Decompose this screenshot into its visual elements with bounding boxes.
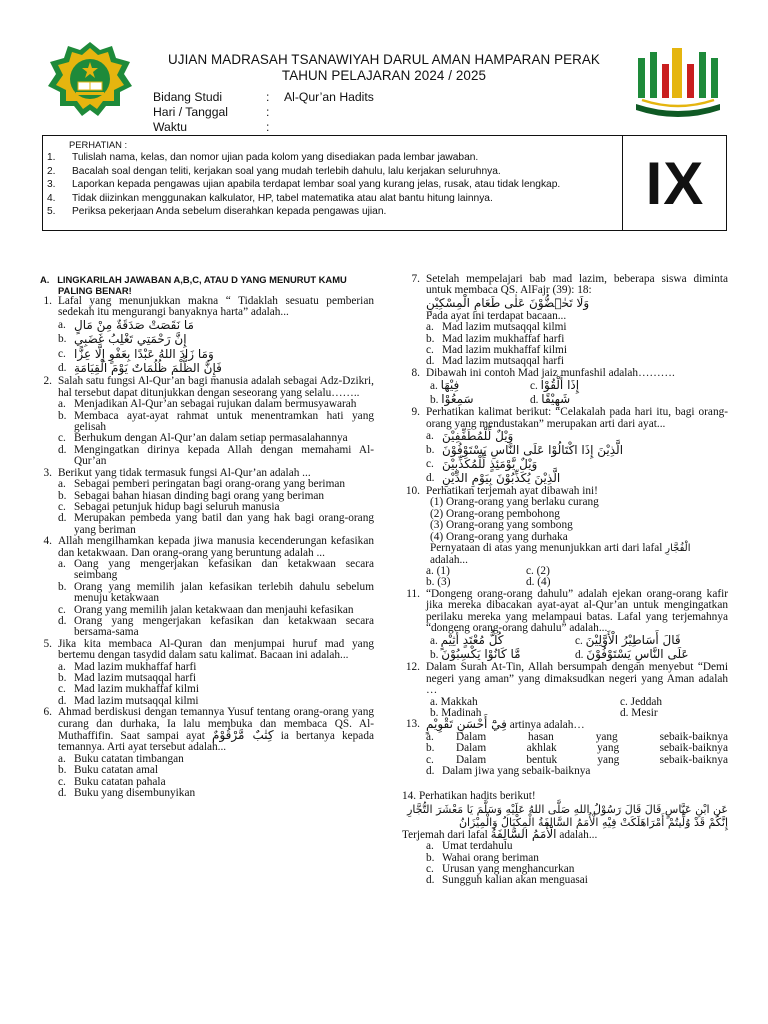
text-fragment: Mesir [631, 706, 658, 719]
option-text: Oang yang mengerjakan kefasikan dan ketakwaan secara seimbang [74, 557, 374, 582]
option-letter: b. [426, 576, 438, 589]
question-text [58, 376, 374, 399]
question-number: 5. [43, 637, 52, 650]
option-text [74, 362, 374, 376]
text-fragment: Terjemah dari lafal [402, 828, 491, 841]
option-letter: b. [426, 851, 435, 864]
answer-option [426, 472, 728, 486]
answer-option [58, 399, 374, 410]
option-text: Orang yang mengerjakan kefasikan dan ketakwaan secara bersama-sama [74, 614, 374, 639]
option-letter: d. [58, 694, 67, 707]
text-fragment: Ahmad berdiskusi dengan temannya Yusuf tentang orang-orang yang curang dan durhaka, Ia lalu membuka dan membaca QS. Al-Muthaffifin. Saat sampai ayat [58, 706, 374, 743]
answer-option [526, 566, 728, 577]
answer-option [58, 582, 374, 605]
info-label: Bidang Studi [153, 90, 223, 104]
text-fragment: Setelah mempelajari bab mad lazim, beberapa siswa diminta untuk membaca QS. AlFajr (39): 18: [426, 273, 728, 297]
text-fragment: adalah... [556, 828, 598, 841]
question-text [426, 719, 728, 731]
notice-text: Periksa pekerjaan Anda sebelum diserahkan kepada pengawas ujian. [72, 206, 387, 218]
option-text: Mad lazim mukhaffaf harfi [442, 332, 565, 345]
text-fragment: Jeddah [630, 695, 663, 708]
question-number: 3. [43, 466, 52, 479]
arabic-text: وَيْلٌ لِّلْمُطَفِّفِيْنَ [442, 429, 514, 444]
option-letter: d. [58, 787, 67, 800]
option-letter: b. [426, 444, 435, 457]
option-letter: a. [58, 660, 66, 673]
question-number: 6. [43, 706, 52, 719]
text-fragment: Dalam [456, 730, 487, 743]
option-letter: d. [526, 576, 538, 589]
text-fragment: bentuk [526, 753, 558, 766]
question-text [58, 639, 374, 662]
statement-item: (3) Orang-orang yang sombong [430, 519, 573, 532]
option-letter: d. [530, 394, 542, 407]
option-letter: b. [426, 742, 435, 755]
option-text: Orang yang memilih jalan kefasikan terlebih dahulu sebelum menuju ketakwaan [74, 580, 374, 605]
question [402, 791, 728, 802]
info-row-date [153, 105, 374, 120]
answer-option [426, 430, 728, 444]
option-letter: d. [426, 874, 435, 887]
option-letter: c. [58, 775, 66, 788]
option-letter: c. [530, 380, 541, 393]
option-text: Sebagai petunjuk hidup bagi seluruh manusia [74, 500, 280, 513]
answer-option [430, 648, 575, 662]
option-letter: a. [430, 695, 441, 708]
statement-item: (4) Orang-orang yang durhaka [430, 530, 568, 543]
question-tail [402, 543, 728, 566]
option-letter: c. [426, 344, 434, 357]
answer-option [426, 322, 728, 333]
question-number: 7. [411, 273, 420, 285]
option-text [442, 430, 728, 444]
arabic-text: قَالَ أَسَاطِيْرُ الْأَوَّلِيْنَ [585, 633, 681, 648]
answer-option [58, 479, 374, 490]
text-fragment: Makkah [440, 695, 478, 708]
answer-option [58, 445, 374, 468]
option-letter: c. [58, 683, 66, 696]
info-row-time [153, 120, 374, 135]
option-letter: b. [430, 649, 442, 662]
answer-option [58, 765, 374, 776]
question-number: 2. [43, 375, 52, 388]
option-letter: c. [426, 458, 434, 471]
exam-title-line-2: TAHUN PELAJARAN 2024 / 2025 [281, 68, 487, 83]
info-colon: : [266, 90, 270, 104]
option-text: Buku catatan amal [74, 764, 159, 777]
question [34, 707, 374, 754]
notice-item [47, 151, 620, 165]
answer-option [58, 559, 374, 582]
notice-text: Tulislah nama, kelas, dan nomor ujian pada kolom yang disediakan pada lembar jawaban. [72, 152, 479, 163]
text-fragment: yang [597, 753, 620, 766]
option-letter: b. [58, 580, 67, 593]
option-letter: a. [426, 840, 434, 853]
arabic-text: فَإِنَّ الظُّلْمَ ظُلُمَاتٌ يَوْمَ الْقِيَامَةِ [74, 361, 222, 376]
question-tail: Pada ayat ini terdapat bacaan... [426, 309, 567, 322]
text-fragment: 14. Perhatikan hadits berikut! [402, 790, 536, 803]
question [402, 407, 728, 430]
answer-option [426, 841, 728, 852]
option-text [442, 458, 728, 472]
text-fragment: yang [597, 742, 620, 755]
question-text [426, 274, 728, 297]
option-letter: b. [58, 409, 67, 422]
option-letter: b. [430, 706, 442, 719]
option-text [442, 444, 728, 458]
text-fragment: sebaik-baiknya [659, 730, 728, 743]
answer-option [620, 708, 728, 719]
answer-option [58, 411, 374, 434]
question-number: 8. [411, 366, 420, 379]
option-letter: c. [58, 603, 66, 616]
text-fragment: Pernyataan di atas yang menunjukkan arti dari lafal [430, 542, 666, 555]
text-fragment: Salah satu fungsi Al-Qur’an bagi manusia adalah sebagai Adz-Dzikri, hal tersebut dapat ditunjukkan dengan seseorang yang selalu…….. [58, 375, 374, 399]
text-fragment: Allah mengilhamkan kepada jiwa manusia kecenderungan kefasikan dan ketakwaan. Dan orang-orang yang beruntung adalah ... [58, 535, 374, 559]
option-text: Merupakan pembeda yang batil dan yang hak bagi orang-orang yang beriman [74, 512, 374, 536]
question-text [426, 589, 728, 635]
notice-instructions [43, 136, 623, 230]
option-letter: a. [430, 635, 441, 648]
arabic-text: الَّذِيْنَ إِذَا اكْتَالُوْا عَلَى النَّاسِ يَسْتَوْفُوْنَ [442, 443, 624, 458]
notice-text: Laporkan kepada pengawas ujian apabila terdapat lembar soal yang kurang jelas, rusak, atau tidak lengkap. [72, 179, 561, 191]
statement-item: (2) Orang-orang pembohong [430, 507, 560, 520]
option-text: Buku yang disembunyikan [74, 787, 196, 800]
arabic-text: عَلَى النَّاسِ يَسْتَوْفُوْنَ [586, 647, 689, 662]
info-value: Al-Qur’an Hadits [284, 90, 374, 104]
option-letter: a. [58, 478, 66, 491]
info-row-subject [153, 90, 374, 105]
option-letter: d. [58, 362, 67, 375]
option-letter: c. [58, 347, 66, 360]
question [402, 274, 728, 297]
spacer [402, 777, 728, 791]
question-number: 11. [406, 587, 420, 600]
question [402, 662, 728, 696]
text-fragment: akhlak [526, 742, 557, 755]
question [34, 296, 374, 319]
option-letter: a. [426, 564, 437, 577]
option-letter: d. [620, 706, 632, 719]
answer-option [430, 379, 530, 393]
option-text: Mad lazim mutsaqqal kilmi [74, 694, 199, 707]
option-letter: b. [58, 489, 67, 502]
questions-left-column [34, 274, 374, 799]
answer-option [426, 875, 728, 886]
text-fragment: Dalam [456, 742, 487, 755]
arabic-text: الْفُجَّارِ [665, 543, 691, 555]
arabic-text: كُلُّ مُعْتَدٍ أَثِيْمٍ [440, 633, 504, 648]
notice-number: 4. [47, 192, 56, 204]
text-fragment: Lafal yang menunjukkan makna “ Tidaklah sesuatu pemberian sedekah itu mengurangi banyaknya harta” adalah... [58, 295, 374, 319]
question-text [58, 707, 374, 754]
option-text: Mad lazim mutsaqqal harfi [74, 672, 197, 684]
notice-text: Tidak diizinkan menggunakan kalkulator, HP, tabel matematika atau alat bantu hitung lainnya. [72, 192, 493, 204]
question-text [58, 296, 374, 319]
notice-box [42, 135, 727, 231]
option-letter: d. [426, 472, 435, 485]
text-fragment: yang [595, 730, 618, 743]
grade-label: IX [645, 149, 705, 217]
left-question-list [34, 296, 374, 799]
option-letter: d. [58, 443, 67, 456]
answer-option [426, 444, 728, 458]
option-letter: a. [426, 730, 434, 743]
option-letter: b. [58, 333, 67, 346]
notice-number: 5. [47, 206, 56, 218]
question [402, 589, 728, 635]
notice-heading: PERHATIAN : [69, 139, 128, 150]
info-colon: : [266, 120, 270, 134]
arabic-text: سَمِعُوْا [441, 392, 474, 407]
option-letter: b. [426, 332, 435, 345]
option-letter: c. [526, 564, 537, 577]
arabic-text: كِتٰبٌ مَّرْقُوْمٌ [212, 728, 274, 743]
option-letter: c. [426, 863, 434, 876]
question-number: 4. [43, 535, 52, 548]
option-letter: c. [575, 635, 586, 648]
option-letter: b. [430, 394, 442, 407]
option-text: Umat terdahulu [442, 840, 513, 853]
section-heading-text: LINGKARILAH JAWABAN A,B,C, ATAU D YANG MENURUT KAMU PALING BENAR! [57, 274, 347, 296]
option-text: Mad lazim mukhaffaf kilmi [74, 683, 199, 696]
notice-item [47, 165, 620, 179]
arabic-text: وَلَا تَحٰۤضُّوْنَ عَلٰى طَعَامِ الْمِسْكِيْنِ [426, 295, 590, 310]
option-text: Mad lazim mutsaqqal kilmi [442, 321, 567, 334]
option-text [442, 472, 728, 486]
option-letter: a. [58, 318, 66, 331]
exam-title [0, 52, 768, 84]
right-question-list [402, 274, 728, 887]
question [34, 536, 374, 559]
option-letter: a. [426, 430, 434, 443]
option-text: Menjadikan Al-Qur’an sebagai rujukan dalam bermusyawarah [74, 398, 357, 411]
notice-item [47, 205, 620, 219]
option-text: Sebagai bahan hiasan dinding bagi orang yang beriman [74, 489, 325, 502]
text-fragment: (1) [436, 564, 450, 577]
text-fragment: Jika kita membaca Al-Quran dan menjumpai huruf mad yang bertemu dengan tasydid dalam satu kalimat. Bacaan ini adalah... [58, 637, 374, 662]
arabic-text: مَّا كَانُوْا يَكْسِبُوْنَ [441, 647, 521, 662]
option-letter: d. [58, 512, 67, 525]
option-text: Mad lazim mukhaffaf harfi [74, 660, 197, 673]
text-fragment: sebaik-baiknya [659, 742, 728, 755]
arabic-text: إِذَا أَلْقُوْا [540, 378, 580, 393]
option-letter: d. [426, 765, 435, 777]
text-fragment: adalah... [430, 553, 468, 566]
section-letter: A. [40, 274, 50, 285]
exam-title-line-1: UJIAN MADRASAH TSANAWIYAH DARUL AMAN HAMPARAN PERAK [168, 52, 600, 67]
hadith-text: عَنِ ابْنِ عَبَّاسٍ قَالَ قَالَ رَسُوْلُ اللهِ صَلَّى اللهُ عَلَيْهِ وَسَلَّمَ يَا مَعْشَرَ التُّجَّارِ إِنَّكُمْ قَدْ وُلِّيتُمْ أَمْرَاهَلَكَتْ فِيْهِ الْأُمَمُ السَّالِفَةُ الْمِكْيَالُ وَالْمِيْزَانُ [407, 802, 728, 829]
notice-text: Bacalah soal dengan teliti, kerjakan soal yang mudah terlebih dahulu, lalu kerjakan seluruhnya. [72, 165, 501, 177]
notice-item [47, 178, 620, 192]
question-text [58, 536, 374, 559]
option-letter: a. [58, 752, 66, 765]
answer-option [426, 743, 728, 754]
text-fragment: Dalam [456, 753, 487, 766]
text-fragment: Perhatikan terjemah ayat dibawah ini! [426, 485, 598, 498]
arabic-text: فِيْٓ أَحْسَنِ تَقْوِيْمٍ [426, 717, 507, 732]
arabic-text: إِنَّ رَحْمَتِي تَغْلِبُ غَضَبِي [74, 332, 187, 347]
option-text: Buku catatan timbangan [74, 752, 184, 765]
question-number: 10. [405, 485, 420, 498]
option-letter: c. [426, 753, 434, 766]
option-letter: a. [58, 557, 66, 570]
option-grid [430, 634, 728, 662]
question-text [426, 662, 728, 696]
answer-option [426, 766, 728, 777]
option-text [442, 743, 728, 754]
exam-info [153, 90, 374, 135]
option-letter: d. [426, 355, 435, 368]
option-letter: c. [620, 695, 631, 708]
answer-option [426, 458, 728, 472]
option-letter: a. [426, 321, 434, 334]
text-fragment: sebaik-baiknya [659, 753, 728, 766]
option-text: Wahai orang beriman [442, 851, 539, 864]
arabic-text: شَهِيْقًا [541, 392, 571, 407]
arabic-text: الْأُمَمُ السَّالِفَةُ [490, 826, 557, 841]
option-text: Orang yang memilih jalan ketakwaan dan menjauhi kefasikan [74, 603, 354, 616]
answer-option [530, 393, 728, 407]
info-colon: : [266, 105, 270, 119]
option-text: Buku catatan pahala [74, 775, 166, 788]
arabic-text: وَيْلٌ يَّوْمَئِذٍ لِّلْمُكَذِّبِيْنَ [442, 457, 538, 472]
option-grid [430, 379, 728, 407]
info-label: Waktu [153, 120, 188, 134]
arabic-text: وَمَا زَادَ اللهُ عَبْدًا بِعَفْوٍ إِلَّا عِزًّا [74, 346, 214, 361]
info-label: Hari / Tanggal [153, 105, 228, 119]
option-letter: a. [58, 398, 66, 411]
arabic-text: مَا نَقَصَتْ صَدَقَةٌ مِنْ مَالٍ [74, 317, 194, 332]
question-number: 13. [405, 718, 420, 731]
answer-option [58, 333, 374, 347]
answer-option [58, 348, 374, 362]
notice-item [47, 192, 620, 206]
ayat-line [402, 297, 728, 311]
option-text: Mad lazim mukhaffaf kilmi [442, 344, 567, 357]
option-letter: b. [58, 672, 67, 684]
question [34, 639, 374, 662]
question [34, 376, 374, 399]
option-grid [426, 566, 728, 589]
arabic-text: الَّذِيْنَ يُكَذِّبُوْنَ بِيَوْمِ الدِّيْنِ [442, 471, 561, 486]
answer-option [58, 362, 374, 376]
notice-number: 3. [47, 179, 56, 191]
option-text: Mad lazim mutsaqqal harfi [442, 355, 565, 368]
option-letter: b. [58, 764, 67, 777]
notice-number: 1. [47, 152, 56, 163]
answer-option [58, 616, 374, 639]
answer-option [58, 513, 374, 536]
option-text: Mengingatkan dirinya kepada Allah dengan memahami Al-Qur’an [74, 443, 374, 468]
option-text [74, 348, 374, 362]
option-text: Urusan yang menghancurkan [442, 863, 575, 876]
text-fragment: (4) [537, 576, 551, 589]
answer-option [575, 648, 728, 662]
option-letter: a. [430, 380, 441, 393]
text-fragment: Berikut yang tidak termasuk fungsi Al-Qur’an adalah ... [58, 466, 311, 479]
option-text: Sungguh kalian akan menguasai [442, 874, 588, 887]
option-text: Membaca ayat-ayat rahmat untuk menentramkan hati yang gelisah [74, 409, 374, 434]
text-fragment: ia bertanya kepada temannya. Arti ayat tersebut adalah... [58, 730, 374, 754]
text-fragment: Dibawah ini contoh Mad jaiz munfashil adalah………. [426, 366, 675, 379]
answer-option [58, 788, 374, 799]
answer-option [530, 379, 728, 393]
question-number: 12. [405, 661, 420, 674]
text-fragment: Dalam Surah At-Tin, Allah bersumpah dengan menyebut “Demi negeri yang aman” yang dimaksudkan negeri yang Aman adalah … [426, 661, 728, 697]
arabic-text: فِيْهَا [440, 378, 460, 393]
option-text: Berhukum dengan Al-Qur’an dalam setiap permasalahannya [74, 432, 348, 445]
text-fragment: (2) [536, 564, 550, 577]
question [402, 719, 728, 731]
notice-list [47, 151, 620, 219]
option-letter: c. [58, 432, 66, 445]
text-fragment: hasan [528, 730, 554, 743]
statement-item: (1) Orang-orang yang berlaku curang [430, 496, 599, 509]
option-letter: d. [575, 649, 587, 662]
question-number: 1. [43, 295, 52, 307]
question-number: 9. [411, 406, 420, 419]
notice-number: 2. [47, 165, 56, 177]
option-text: Dalam jiwa yang sebaik-baiknya [442, 765, 591, 777]
option-letter: c. [58, 500, 66, 513]
section-heading [34, 274, 374, 296]
answer-option [430, 393, 530, 407]
option-text [74, 333, 374, 347]
text-fragment: (3) [437, 576, 451, 589]
questions-right-column [402, 274, 728, 887]
question-text [426, 407, 728, 430]
option-grid [430, 697, 728, 720]
option-letter: d. [58, 614, 67, 627]
text-fragment: “Dongeng orang-orang dahulu” adalah ejekan orang-orang kafir jika mereka dibacakan ayat-ayat al-Qur’an untuk mengingatkan perilaku mereka yang melampaui batas. Lafal yang terjemahnya “dongeng orang-orang dahulu” adalah... [426, 587, 728, 634]
text-fragment: Madinah [441, 706, 482, 719]
option-text: Sebagai pemberi peringatan bagi orang-orang yang beriman [74, 478, 346, 491]
text-fragment: Perhatikan kalimat berikut: “Celakalah pada hari itu, bagi orang-orang yang mendustakan” merupakan arti dari ayat... [426, 406, 728, 430]
text-fragment: artinya adalah… [506, 719, 585, 732]
